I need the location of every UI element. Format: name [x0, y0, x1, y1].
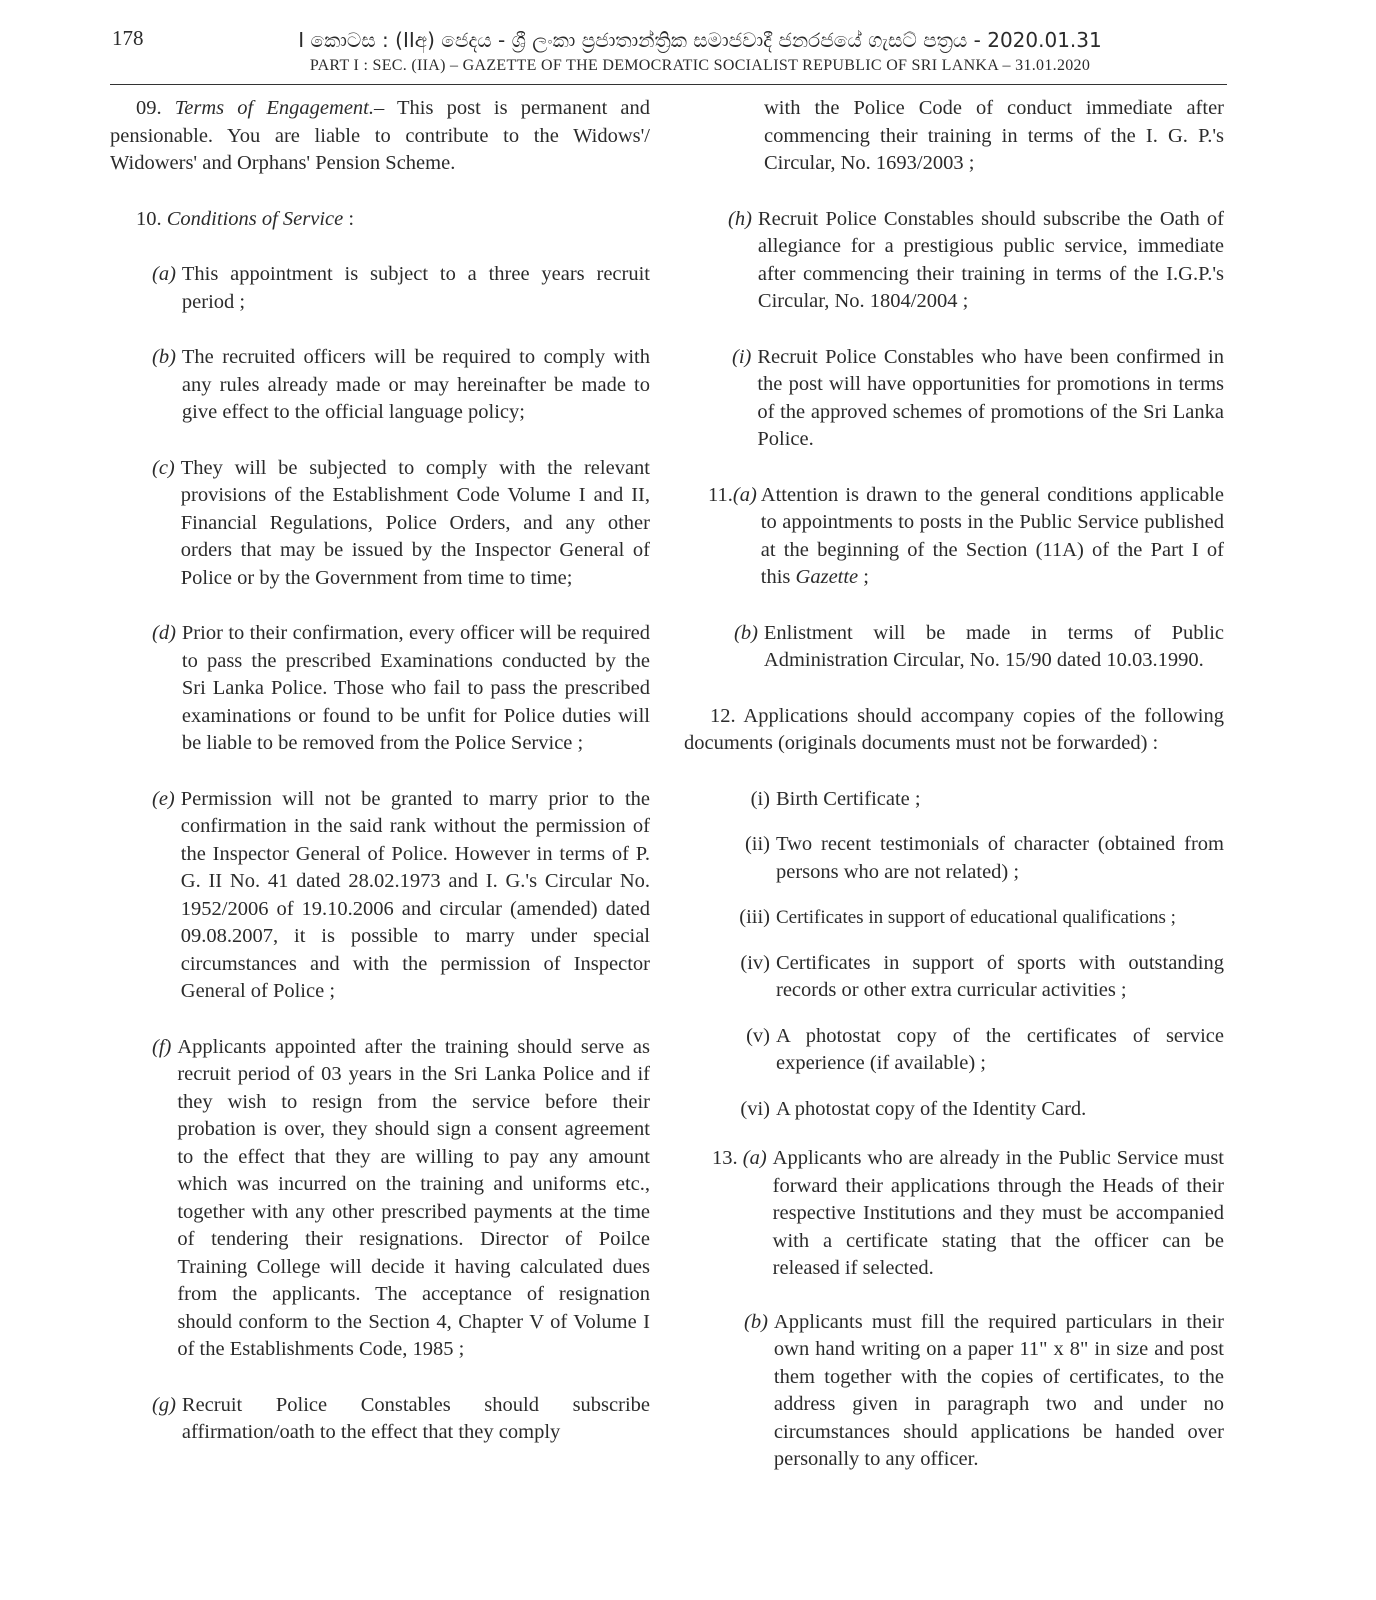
- section-11a-text: Attention is drawn to the general conditions applicable to appointments to posts in the Public Service published at the beginning of the Section (11A) of the Part I of this: [760, 483, 1224, 588]
- section-11a: [684, 482, 1224, 592]
- condition-text: Prior to their confirmation, every officer will be required to pass the prescribed Examinations conducted by the Sri Lanka Police. Those who fail to pass the prescribed examinations or found to be unfit for Police duties will be liable to be removed from the Police Service ;: [181, 622, 650, 754]
- section-13b: [684, 1309, 1224, 1474]
- document-ii: [684, 831, 1224, 886]
- section-10-colon: :: [343, 207, 355, 230]
- condition-label: (b): [152, 346, 176, 368]
- condition-a: [110, 261, 650, 316]
- section-11a-letter: (a): [732, 483, 757, 506]
- condition-label: (f): [152, 1035, 172, 1058]
- condition-label: (g): [152, 1393, 176, 1416]
- document-label: (i): [750, 787, 770, 810]
- section-10-number: 10.: [136, 207, 162, 230]
- section-11-label: [708, 482, 761, 592]
- condition-d: [110, 620, 650, 758]
- section-13a-letter: (a): [742, 1147, 767, 1169]
- condition-g: [110, 1392, 650, 1447]
- document-label: (iv): [740, 951, 770, 974]
- section-13-number: 13.: [712, 1147, 738, 1169]
- document-iv: [684, 950, 1224, 1005]
- section-11a-end: ;: [858, 566, 869, 588]
- left-column: [110, 95, 650, 1475]
- condition-label: (d): [152, 622, 176, 644]
- document-label: (vi): [740, 1097, 770, 1120]
- section-09-title: Terms of Engagement.–: [174, 97, 385, 119]
- condition-text: Applicants appointed after the training should serve as recruit period of 03 years in the Sri Lanka Police and if they wish to resign from the service before their probation is over, they should sign a consent agreement to the effect that they are willing to pay any amount which was incurred on the training and uniforms etc., together with any other prescribed payments at the time of tendering their resignations. Director of Poilce Training College will decide it having calculated dues from the applicants. The acceptance of resignation should conform to the Section 4, Chapter V of Volume I of the Establishments Code, 1985 ;: [177, 1035, 650, 1360]
- condition-label: (c): [152, 456, 175, 479]
- document-iii: [684, 904, 1224, 932]
- condition-text: This appointment is subject to a three years recruit period ;: [181, 263, 650, 313]
- document-label: (v): [746, 1024, 770, 1047]
- english-header-title: PART I : SEC. (IIA) – GAZETTE OF THE DEMOCRATIC SOCIALIST REPUBLIC OF SRI LANKA – 31.01.2020: [309, 57, 1091, 74]
- condition-text: with the Police Code of conduct immediate after commencing their training in terms of the I. G. P.'s Circular, No. 1693/2003 ;: [764, 97, 1224, 174]
- section-09-text: This post is permanent and pensionable. You are liable to contribute to the Widows'/ Widowers' and Orphans' Pension Scheme.: [110, 97, 651, 174]
- section-13a-text: Applicants who are already in the Public Service must forward their applications through the Heads of their respective Institutions and they must be accompanied with a certificate stating that the officer can be released if selected.: [772, 1147, 1224, 1279]
- section-10-heading: [110, 206, 650, 234]
- document-label: (iii): [739, 906, 770, 928]
- section-13-label: [712, 1145, 773, 1283]
- section-13b-text: Applicants must fill the required particulars in their own hand writing on a paper 11" x 8" in size and post them together with the copies of certificates, to the address given in paragraph two and under no circumstances should applications be handed over personally to any officer.: [773, 1310, 1224, 1470]
- condition-h: [684, 206, 1224, 316]
- document-text: Two recent testimonials of character (obtained from persons who are not related) ;: [776, 833, 1224, 883]
- section-09: [110, 95, 650, 178]
- condition-text: They will be subjected to comply with the relevant provisions of the Establishment Code Volume I and II, Financial Regulations, Police Orders, and any other orders that may be issued by the Inspector General of Police or by the Government from time to time;: [180, 456, 650, 589]
- document-text: A photostat copy of the Identity Card.: [776, 1097, 1087, 1120]
- document-v: [684, 1023, 1224, 1078]
- header-rule: [110, 84, 1227, 85]
- condition-text: The recruited officers will be required to comply with any rules already made or may hereinafter be made to give effect to the official language policy;: [181, 346, 650, 423]
- condition-label: (h): [728, 207, 752, 230]
- condition-text: Permission will not be granted to marry prior to the confirmation in the said rank without the permission of the Inspector General of Police. However in terms of P. G. II No. 41 dated 28.02.1973 and I. G.'s Circular No. 1952/2006 of 19.10.2006 and circular (amended) dated 09.08.2007, it is possible to marry under special circumstances and with the permission of Inspector General of Police ;: [180, 787, 650, 1002]
- section-11a-text-wrap: [761, 482, 1224, 592]
- condition-text: Recruit Police Constables should subscribe the Oath of allegiance for a prestigious public service, immediate after commencing their training in terms of the I.G.P.'s Circular, No. 1804/2004 ;: [757, 207, 1224, 312]
- page-number: 178: [112, 26, 144, 50]
- condition-label: (e): [152, 787, 175, 810]
- section-10-title: Conditions of Service: [166, 207, 344, 230]
- section-13b-label: (b): [744, 1310, 768, 1333]
- document-text: Certificates in support of sports with outstanding records or other extra curricular activities ;: [776, 951, 1224, 1001]
- right-column: [684, 95, 1224, 1502]
- condition-label: (i): [732, 345, 752, 368]
- condition-c: [110, 455, 650, 593]
- condition-i: [684, 344, 1224, 454]
- section-13a: [684, 1145, 1224, 1283]
- document-text: Birth Certificate ;: [776, 787, 921, 810]
- condition-text: Recruit Police Constables should subscribe affirmation/oath to the effect that they comply: [181, 1393, 650, 1443]
- section-11b-label: (b): [734, 621, 758, 644]
- condition-e: [110, 786, 650, 1006]
- condition-g-continued: [684, 95, 1224, 178]
- section-11-number: 11.: [708, 483, 733, 506]
- document-text: A photostat copy of the certificates of service experience (if available) ;: [776, 1024, 1224, 1074]
- section-11b: [684, 620, 1224, 675]
- condition-f: [110, 1034, 650, 1364]
- condition-label: (a): [152, 263, 176, 285]
- document-text: Certificates in support of educational qualifications ;: [776, 907, 1176, 928]
- document-vi: [684, 1096, 1224, 1124]
- section-09-number: 09.: [136, 97, 162, 119]
- condition-b: [110, 344, 650, 427]
- section-11b-text: Enlistment will be made in terms of Public Administration Circular, No. 15/90 dated 10.03.1990.: [763, 621, 1224, 671]
- document-label: (ii): [744, 833, 770, 855]
- sinhala-header-title: I කොටස : (IIඅ) ජෙදය - ශ්‍රී ලංකා ප්‍රජාතාන්ත්‍රික සමාජවාදී ජනරජයේ ගැසට් පත්‍රය - 2020.01.31: [298, 28, 1102, 52]
- section-12: 12. Applications should accompany copies of the following documents (originals documents must not be forwarded) :: [684, 704, 1224, 754]
- gazette-word: Gazette: [795, 566, 859, 588]
- document-i: [684, 786, 1224, 814]
- condition-text: Recruit Police Constables who have been confirmed in the post will have opportunities for promotions in terms of the approved schemes of promotions of the Sri Lanka Police.: [757, 345, 1224, 450]
